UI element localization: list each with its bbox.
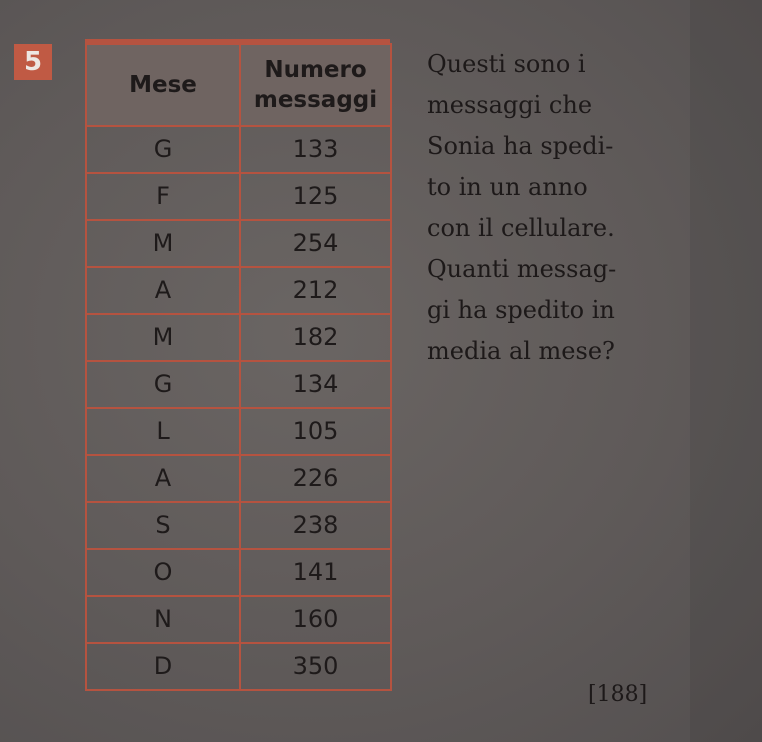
count-cell: 254 <box>240 220 391 267</box>
table-row <box>86 361 391 408</box>
question-line: Sonia ha spedi- <box>427 132 614 160</box>
month-cell: A <box>86 455 240 502</box>
month-cell: N <box>86 596 240 643</box>
count-cell: 350 <box>240 643 391 690</box>
header-month: Mese <box>86 44 240 126</box>
count-cell: 238 <box>240 502 391 549</box>
exercise-number-badge: 5 <box>14 44 52 80</box>
question-line: media al mese? <box>427 337 615 365</box>
table-header-row <box>86 44 391 126</box>
table-row <box>86 455 391 502</box>
count-cell: 134 <box>240 361 391 408</box>
question-line: gi ha spedito in <box>427 296 615 324</box>
messages-table <box>85 43 392 691</box>
month-cell: G <box>86 361 240 408</box>
count-cell: 141 <box>240 549 391 596</box>
question-line: to in un anno <box>427 173 588 201</box>
table-row <box>86 314 391 361</box>
table-row <box>86 267 391 314</box>
month-cell: S <box>86 502 240 549</box>
month-cell: A <box>86 267 240 314</box>
count-cell: 160 <box>240 596 391 643</box>
table-row <box>86 596 391 643</box>
count-cell: 105 <box>240 408 391 455</box>
header-message-count: Numero messaggi <box>240 44 391 126</box>
page-edge-shadow <box>690 0 762 742</box>
month-cell: F <box>86 173 240 220</box>
month-cell: D <box>86 643 240 690</box>
table-row <box>86 220 391 267</box>
month-cell: M <box>86 220 240 267</box>
month-cell: O <box>86 549 240 596</box>
table-row <box>86 549 391 596</box>
month-cell: G <box>86 126 240 173</box>
month-cell: M <box>86 314 240 361</box>
table-row <box>86 502 391 549</box>
table-row <box>86 173 391 220</box>
answer-label: [188] <box>588 682 648 707</box>
count-cell: 212 <box>240 267 391 314</box>
messages-table-container <box>85 39 390 691</box>
table-row <box>86 643 391 690</box>
count-cell: 226 <box>240 455 391 502</box>
question-line: Quanti messag- <box>427 255 617 283</box>
month-cell: L <box>86 408 240 455</box>
question-line: con il cellulare. <box>427 214 615 242</box>
count-cell: 125 <box>240 173 391 220</box>
count-cell: 182 <box>240 314 391 361</box>
table-row <box>86 126 391 173</box>
question-line: messaggi che <box>427 91 593 119</box>
question-text <box>427 44 667 372</box>
table-row <box>86 408 391 455</box>
question-line: Questi sono i <box>427 50 586 78</box>
count-cell: 133 <box>240 126 391 173</box>
